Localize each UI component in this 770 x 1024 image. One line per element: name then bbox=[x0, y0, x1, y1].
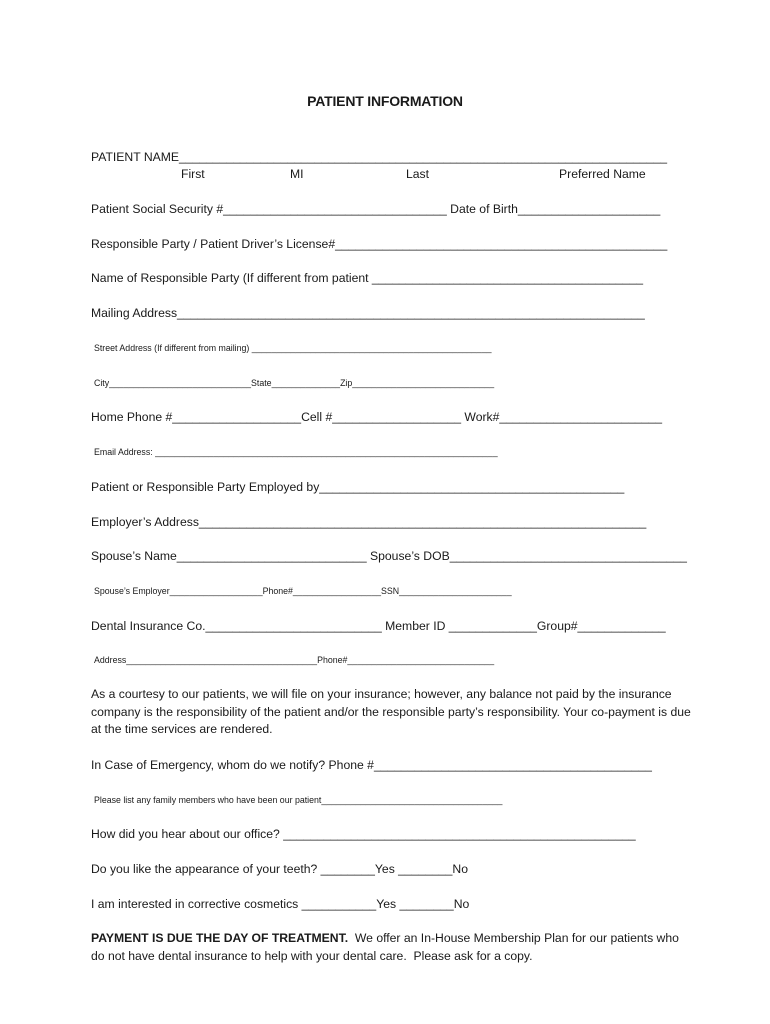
drivers-license-field[interactable]: Responsible Party / Patient Driver’s License#_________________________________________________ bbox=[91, 237, 668, 251]
street-address-field[interactable]: Street Address (If different from mailing) _________________________________________________ bbox=[94, 343, 492, 353]
family-members-field[interactable]: Please list any family members who have been our patient_____________________________________ bbox=[94, 795, 503, 805]
responsible-party-name-field[interactable]: Name of Responsible Party (If different from patient ________________________________________ bbox=[91, 271, 644, 285]
emergency-contact-field[interactable]: In Case of Emergency, whom do we notify? Phone #_________________________________________ bbox=[91, 758, 652, 772]
corrective-cosmetics-field[interactable]: I am interested in corrective cosmetics ___________Yes ________No bbox=[91, 897, 470, 911]
patient-name-first-label: First bbox=[181, 167, 205, 181]
insurance-address-field[interactable]: Address_______________________________________Phone#______________________________ bbox=[94, 655, 495, 665]
employed-by-field[interactable]: Patient or Responsible Party Employed by_____________________________________________ bbox=[91, 480, 625, 494]
referral-source-field[interactable]: How did you hear about our office? ____________________________________________________ bbox=[91, 827, 636, 841]
patient-name-preferred-label: Preferred Name bbox=[559, 167, 646, 181]
spouse-employer-field[interactable]: Spouse’s Employer___________________Phone#__________________SSN_______________________ bbox=[94, 586, 512, 596]
ssn-dob-field[interactable]: Patient Social Security #_________________________________ Date of Birth_____________________ bbox=[91, 202, 661, 216]
payment-heading: PAYMENT IS DUE THE DAY OF TREATMENT. bbox=[91, 931, 349, 945]
insurance-courtesy-paragraph: As a courtesy to our patients, we will file on your insurance; however, any balance not paid by the insurance company is the responsibility of the patient and/or the responsible party’s responsibility. Your co-payment is due at the time services are rendered. bbox=[91, 687, 691, 736]
employer-address-field[interactable]: Employer’s Address__________________________________________________________________ bbox=[91, 515, 647, 529]
payment-text: We offer an In-House Membership Plan for our patients who do not have dental insurance to help with your dental care. Please ask for a copy. bbox=[91, 931, 683, 963]
page-title: PATIENT INFORMATION bbox=[307, 93, 463, 109]
teeth-appearance-field[interactable]: Do you like the appearance of your teeth? ________Yes ________No bbox=[91, 862, 468, 876]
email-address-field[interactable]: Email Address: ______________________________________________________________________ bbox=[94, 447, 498, 457]
patient-name-last-label: Last bbox=[406, 167, 430, 181]
city-state-zip-field[interactable]: City_____________________________State______________Zip_____________________________ bbox=[94, 378, 495, 388]
phone-numbers-field[interactable]: Home Phone #___________________Cell #___________________ Work#________________________ bbox=[91, 410, 663, 424]
payment-paragraph bbox=[91, 930, 691, 965]
mailing-address-field[interactable]: Mailing Address_____________________________________________________________________ bbox=[91, 306, 645, 320]
spouse-name-dob-field[interactable]: Spouse’s Name____________________________ Spouse’s DOB___________________________________ bbox=[91, 549, 687, 563]
patient-name-mi-label: MI bbox=[290, 167, 304, 181]
dental-insurance-field[interactable]: Dental Insurance Co.__________________________ Member ID _____________Group#_____________ bbox=[91, 619, 666, 633]
patient-name-field[interactable]: PATIENT NAME________________________________________________________________________ bbox=[91, 150, 668, 164]
